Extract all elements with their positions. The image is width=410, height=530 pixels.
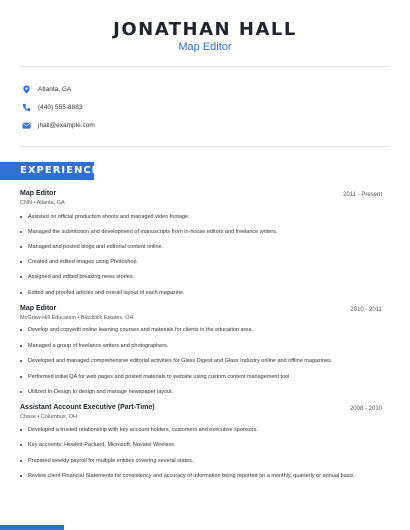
job-bullet-text: Managed and posted blogs and editorial content online. (28, 244, 164, 250)
job-bullet (20, 289, 365, 297)
bullet-dot (20, 329, 22, 331)
bullet-dot (20, 216, 22, 218)
contact-location (22, 83, 71, 95)
bullet-dot (20, 429, 22, 431)
job-bullet (20, 457, 365, 465)
next-section-bar (0, 525, 64, 530)
contact-email-text: jhall@example.com (38, 121, 95, 129)
job-bullet-text: Review client Financial Statements for consistency and accuracy of information being reported on a monthly, quarterly or annual basis. (28, 473, 356, 479)
job-bullet-text: Managed the submission and development of manuscripts from in-house editors and freelance writers. (28, 229, 278, 235)
job-bullet-text: Created and edited images using Photoshop. (28, 259, 139, 265)
job-bullet (20, 228, 365, 236)
job-dates: 2011 - Present (343, 192, 382, 198)
bullet-dot (20, 276, 22, 278)
job-title: Assistant Account Executive (Part-Time) (20, 404, 155, 411)
job-bullet (20, 357, 365, 365)
candidate-name: JONATHAN HALL (113, 19, 297, 40)
job-bullet-text: Assisted on official production shoots and managed video footage. (28, 214, 190, 220)
job-dates: 2008 - 2010 (349, 406, 382, 412)
experience-section-title: EXPERIENCE (0, 162, 94, 180)
job-bullet-text: Prepared weekly payroll for multiple entities covering several states. (28, 458, 194, 464)
contact-divider (20, 146, 390, 147)
job-bullet (20, 472, 365, 480)
job-title: Map Editor (20, 190, 57, 197)
job-bullet-text: Edited and proofed articles and overall layout of each magazine. (28, 290, 185, 296)
job-company: CNN • Atlanta, GA (20, 200, 65, 206)
job-bullet (20, 243, 365, 251)
bullet-dot (20, 261, 22, 263)
job-bullet (20, 273, 365, 281)
job-bullet (20, 326, 365, 334)
job-bullet (20, 426, 365, 434)
bullet-dot (20, 460, 22, 462)
job-bullet-text: Utilized In-Design to design and manage newspaper layout. (28, 389, 174, 395)
job-bullet (20, 373, 365, 381)
job-bullet (20, 388, 365, 396)
job-bullet (20, 258, 365, 266)
bullet-dot (20, 345, 22, 347)
contact-phone (22, 101, 82, 113)
bullet-dot (20, 376, 22, 378)
job-bullet-text: Assigned and edited breaking news stories. (28, 274, 135, 280)
bullet-dot (20, 391, 22, 393)
contact-location-text: Atlanta, GA (38, 85, 72, 93)
job-bullet (20, 342, 365, 350)
bullet-dot (20, 292, 22, 294)
candidate-role: Map Editor (178, 41, 232, 53)
job-bullet (20, 441, 365, 449)
bullet-dot (20, 246, 22, 248)
job-bullet (20, 213, 365, 221)
job-company: McGraw-Hill Education • Blacklick Estates, OH (20, 315, 134, 321)
contact-email (22, 119, 95, 131)
email-icon (22, 121, 31, 130)
phone-icon (22, 103, 31, 112)
contact-phone-text: (440) 555-8883 (38, 103, 83, 111)
location-pin-icon (22, 85, 31, 94)
job-bullet-text: Developed a trusted relationship with key account holders, customers and executive sponsors. (28, 427, 258, 433)
job-company: Chase • Columbus, OH (20, 414, 77, 420)
job-bullet-text: Key accounts: Hewlett-Packard, Microsoft, Novatel Wireless (28, 442, 175, 448)
job-bullet-text: Developed and managed comprehensive editorial activities for Glass Digest and Glass Industry online and offline magazines. (28, 358, 333, 364)
bullet-dot (20, 475, 22, 477)
bullet-dot (20, 231, 22, 233)
job-dates: 2010 - 2011 (350, 307, 382, 313)
bullet-dot (20, 360, 22, 362)
header-divider (20, 66, 390, 67)
job-bullet-text: Performed initial QA for web pages and posted materials to website using custom content management tool. (28, 374, 291, 380)
job-title: Map Editor (20, 305, 57, 312)
bullet-dot (20, 444, 22, 446)
job-bullet-text: Managed a group of freelance writers and photographers. (28, 343, 169, 349)
job-bullet-text: Develop and copyedit online learning courses and materials for clients in the education area. (28, 327, 254, 333)
